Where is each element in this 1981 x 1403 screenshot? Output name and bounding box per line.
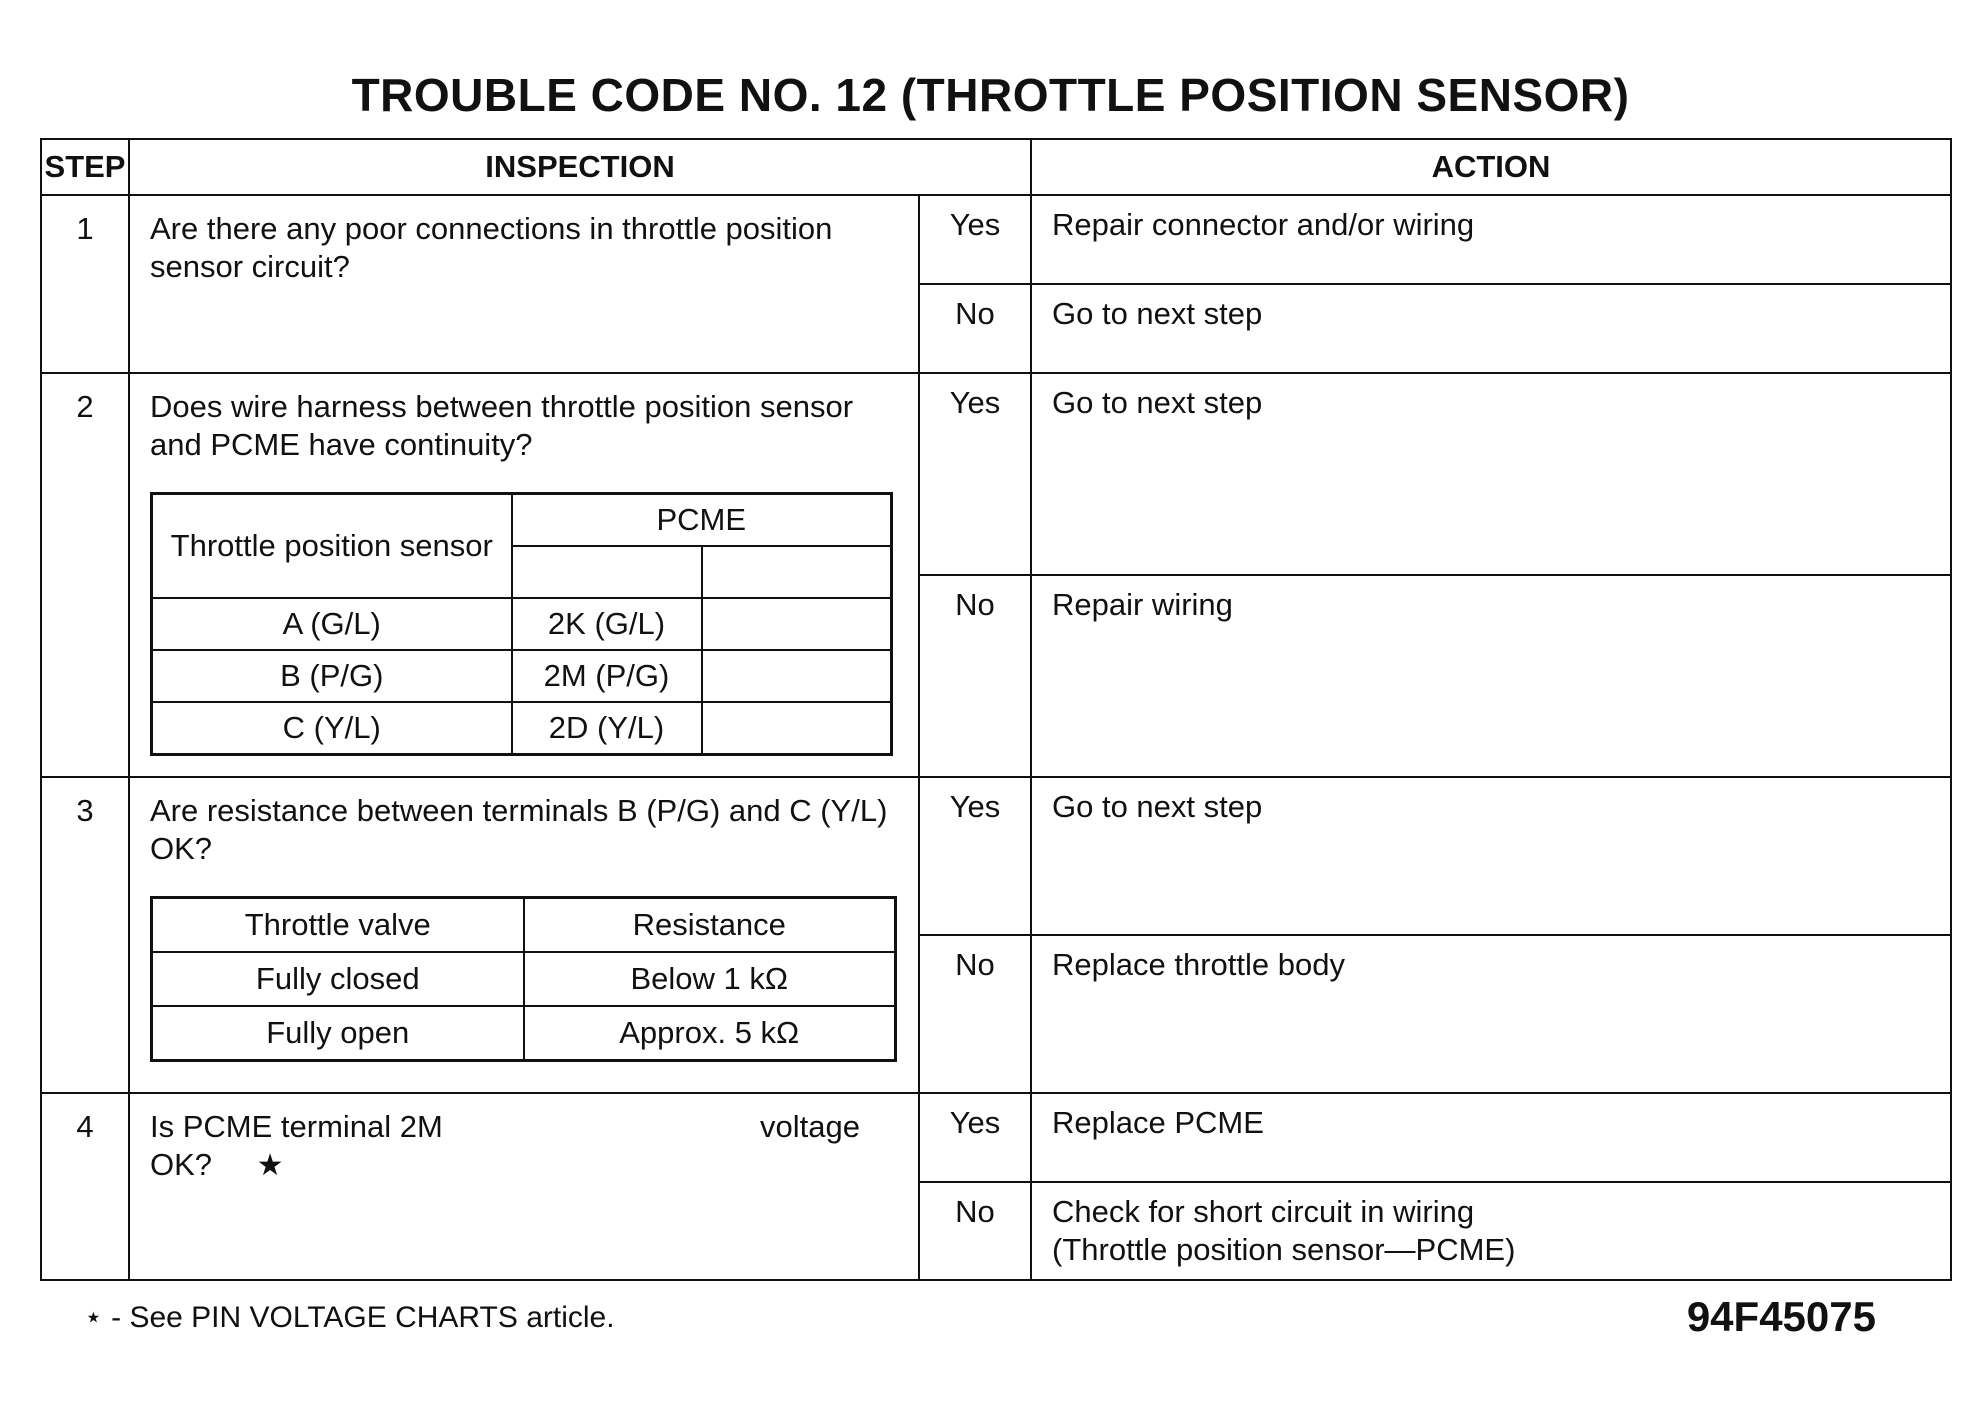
yes-action: Replace PCME bbox=[1031, 1093, 1951, 1182]
resistance-header-value: Resistance bbox=[524, 898, 896, 953]
continuity-row bbox=[152, 598, 892, 650]
no-label: No bbox=[919, 284, 1031, 373]
sensor-terminal: A (G/L) bbox=[152, 598, 512, 650]
continuity-header-sensor: Throttle position sensor bbox=[152, 494, 512, 599]
no-action-line: Check for short circuit in wiring bbox=[1052, 1194, 1475, 1229]
step-number: 3 bbox=[41, 777, 129, 1093]
no-action bbox=[1031, 1182, 1951, 1280]
continuity-empty-cell bbox=[702, 598, 892, 650]
inspection-question-line2 bbox=[150, 1146, 900, 1185]
yes-action: Repair connector and/or wiring bbox=[1031, 195, 1951, 284]
page-title: TROUBLE CODE NO. 12 (THROTTLE POSITION SENSOR) bbox=[351, 69, 1630, 121]
no-action: Go to next step bbox=[1031, 284, 1951, 373]
continuity-header-pcme: PCME bbox=[512, 494, 892, 547]
yes-label: Yes bbox=[919, 195, 1031, 284]
trouble-code-table bbox=[40, 138, 1952, 1281]
pcme-terminal: 2D (Y/L) bbox=[512, 702, 702, 755]
resistance-table bbox=[150, 896, 897, 1062]
resistance-value: Approx. 5 kΩ bbox=[524, 1006, 896, 1061]
step-number: 2 bbox=[41, 373, 129, 777]
resistance-row bbox=[152, 952, 896, 1006]
inspection-question: Are resistance between terminals B (P/G) and C (Y/L) OK? bbox=[150, 793, 888, 866]
yes-action: Go to next step bbox=[1031, 777, 1951, 935]
yes-action: Go to next step bbox=[1031, 373, 1951, 575]
continuity-empty-cell bbox=[702, 546, 892, 598]
no-action-line: (Throttle position sensor—PCME) bbox=[1052, 1232, 1516, 1267]
yes-label: Yes bbox=[919, 777, 1031, 935]
figure-code: 94F45075 bbox=[1686, 1293, 1876, 1340]
step-number: 4 bbox=[41, 1093, 129, 1280]
inspection-question-line1 bbox=[150, 1108, 900, 1146]
resistance-header-valve: Throttle valve bbox=[152, 898, 524, 953]
step-number: 1 bbox=[41, 195, 129, 373]
table-row bbox=[41, 1093, 1951, 1182]
inspection-question: Are there any poor connections in throttle position sensor circuit? bbox=[129, 195, 919, 373]
inspection-question: Does wire harness between throttle position sensor and PCME have continuity? bbox=[150, 389, 854, 462]
yes-label: Yes bbox=[919, 373, 1031, 575]
continuity-row bbox=[152, 650, 892, 702]
no-action: Repair wiring bbox=[1031, 575, 1951, 777]
inspection-question-part: OK? bbox=[150, 1147, 213, 1182]
yes-label: Yes bbox=[919, 1093, 1031, 1182]
no-label: No bbox=[919, 1182, 1031, 1280]
valve-state: Fully open bbox=[152, 1006, 524, 1061]
inspection-header: INSPECTION bbox=[129, 139, 1031, 195]
continuity-empty-cell bbox=[512, 546, 702, 598]
pcme-terminal: 2M (P/G) bbox=[512, 650, 702, 702]
step-header: STEP bbox=[41, 139, 129, 195]
inspection-question-part: voltage bbox=[760, 1109, 860, 1144]
continuity-empty-cell bbox=[702, 702, 892, 755]
inspection-cell bbox=[129, 777, 919, 1093]
table-row bbox=[41, 777, 1951, 935]
continuity-empty-cell bbox=[702, 650, 892, 702]
star-icon: ★ bbox=[256, 1149, 284, 1182]
resistance-row bbox=[152, 1006, 896, 1061]
no-action: Replace throttle body bbox=[1031, 935, 1951, 1093]
sensor-terminal: C (Y/L) bbox=[152, 702, 512, 755]
table-row bbox=[41, 195, 1951, 284]
resistance-value: Below 1 kΩ bbox=[524, 952, 896, 1006]
table-header-row bbox=[41, 139, 1951, 195]
footnote: ⋆ - See PIN VOLTAGE CHARTS article. bbox=[84, 1301, 615, 1334]
inspection-question-part: Is PCME terminal 2M bbox=[150, 1109, 443, 1144]
no-label: No bbox=[919, 935, 1031, 1093]
action-header: ACTION bbox=[1031, 139, 1951, 195]
valve-state: Fully closed bbox=[152, 952, 524, 1006]
continuity-row bbox=[152, 702, 892, 755]
continuity-table bbox=[150, 492, 893, 756]
inspection-cell bbox=[129, 373, 919, 777]
inspection-cell bbox=[129, 1093, 919, 1280]
sensor-terminal: B (P/G) bbox=[152, 650, 512, 702]
no-label: No bbox=[919, 575, 1031, 777]
table-row bbox=[41, 373, 1951, 575]
pcme-terminal: 2K (G/L) bbox=[512, 598, 702, 650]
